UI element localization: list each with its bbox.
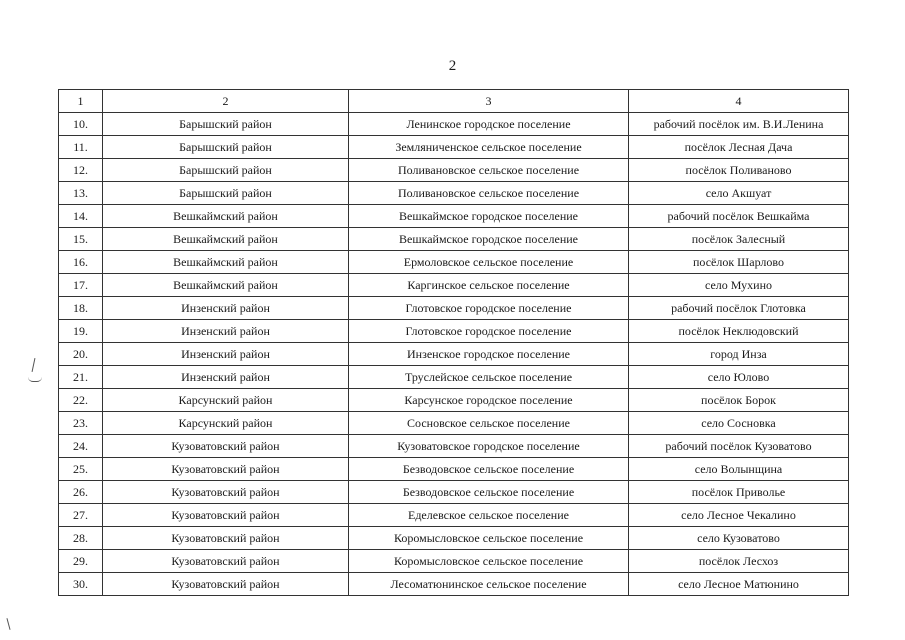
locality-cell: посёлок Борок [629,389,849,412]
locality-cell: посёлок Неклюдовский [629,320,849,343]
locality-cell: город Инза [629,343,849,366]
table-row [59,251,849,274]
row-number-cell: 22. [59,389,103,412]
settlement-cell: Вешкаймское городское поселение [349,228,629,251]
locality-cell: рабочий посёлок Глотовка [629,297,849,320]
settlement-cell: Поливановское сельское поселение [349,182,629,205]
page-number: 2 [448,58,457,74]
district-cell: Инзенский район [103,297,349,320]
district-cell: Вешкаймский район [103,205,349,228]
column-header-4: 4 [629,90,849,113]
settlement-cell: Поливановское сельское поселение [349,159,629,182]
settlement-cell: Карсунское городское поселение [349,389,629,412]
table-row [59,136,849,159]
settlement-cell: Земляниченское сельское поселение [349,136,629,159]
district-cell: Вешкаймский район [103,274,349,297]
table-row [59,113,849,136]
district-cell: Кузоватовский район [103,458,349,481]
row-number-cell: 29. [59,550,103,573]
settlement-cell: Лесоматюнинское сельское поселение [349,573,629,596]
table-row [59,550,849,573]
table-row [59,389,849,412]
row-number-cell: 10. [59,113,103,136]
settlement-cell: Инзенское городское поселение [349,343,629,366]
table-row [59,435,849,458]
district-cell: Инзенский район [103,366,349,389]
district-cell: Кузоватовский район [103,504,349,527]
settlement-cell: Безводовское сельское поселение [349,481,629,504]
locality-cell: рабочий посёлок Вешкайма [629,205,849,228]
row-number-cell: 25. [59,458,103,481]
locality-cell: посёлок Лесная Дача [629,136,849,159]
table-row [59,366,849,389]
table-row [59,297,849,320]
table-row [59,573,849,596]
locality-cell: посёлок Шарлово [629,251,849,274]
settlement-cell: Вешкаймское городское поселение [349,205,629,228]
settlement-cell: Безводовское сельское поселение [349,458,629,481]
row-number-cell: 13. [59,182,103,205]
settlement-cell: Еделевское сельское поселение [349,504,629,527]
settlement-cell: Сосновское сельское поселение [349,412,629,435]
row-number-cell: 28. [59,527,103,550]
margin-pen-mark [28,377,42,382]
table-row [59,159,849,182]
district-cell: Инзенский район [103,320,349,343]
district-cell: Карсунский район [103,412,349,435]
table-row [59,274,849,297]
settlement-cell: Ленинское городское поселение [349,113,629,136]
district-cell: Барышский район [103,136,349,159]
row-number-cell: 15. [59,228,103,251]
row-number-cell: 20. [59,343,103,366]
district-cell: Кузоватовский район [103,550,349,573]
district-cell: Барышский район [103,113,349,136]
district-cell: Барышский район [103,182,349,205]
row-number-cell: 14. [59,205,103,228]
row-number-cell: 26. [59,481,103,504]
table-row [59,320,849,343]
row-number-cell: 30. [59,573,103,596]
row-number-cell: 24. [59,435,103,458]
row-number-cell: 18. [59,297,103,320]
settlement-cell: Ермоловское сельское поселение [349,251,629,274]
row-number-cell: 27. [59,504,103,527]
row-number-cell: 17. [59,274,103,297]
column-header-2: 2 [103,90,349,113]
table-row [59,205,849,228]
settlements-table [58,89,849,596]
row-number-cell: 19. [59,320,103,343]
row-number-cell: 12. [59,159,103,182]
margin-pen-mark [32,358,36,372]
district-cell: Кузоватовский район [103,527,349,550]
locality-cell: посёлок Лесхоз [629,550,849,573]
column-header-1: 1 [59,90,103,113]
column-header-3: 3 [349,90,629,113]
row-number-cell: 16. [59,251,103,274]
locality-cell: рабочий посёлок им. В.И.Ленина [629,113,849,136]
district-cell: Инзенский район [103,343,349,366]
locality-cell: село Юлово [629,366,849,389]
table-row [59,458,849,481]
locality-cell: село Лесное Чекалино [629,504,849,527]
district-cell: Вешкаймский район [103,228,349,251]
settlement-cell: Глотовское городское поселение [349,320,629,343]
margin-pen-mark [6,618,10,630]
district-cell: Вешкаймский район [103,251,349,274]
locality-cell: село Акшуат [629,182,849,205]
locality-cell: село Мухино [629,274,849,297]
table-body [59,113,849,596]
settlement-cell: Кузоватовское городское поселение [349,435,629,458]
locality-cell: село Кузоватово [629,527,849,550]
table-row [59,504,849,527]
locality-cell: посёлок Поливаново [629,159,849,182]
locality-cell: село Лесное Матюнино [629,573,849,596]
settlement-cell: Глотовское городское поселение [349,297,629,320]
settlement-cell: Труслейское сельское поселение [349,366,629,389]
table-row [59,412,849,435]
district-cell: Кузоватовский район [103,573,349,596]
locality-cell: рабочий посёлок Кузоватово [629,435,849,458]
district-cell: Карсунский район [103,389,349,412]
district-cell: Барышский район [103,159,349,182]
table-row [59,527,849,550]
row-number-cell: 11. [59,136,103,159]
table-row [59,228,849,251]
row-number-cell: 21. [59,366,103,389]
locality-cell: посёлок Приволье [629,481,849,504]
settlement-cell: Коромысловское сельское поселение [349,527,629,550]
settlement-cell: Коромысловское сельское поселение [349,550,629,573]
table-row [59,343,849,366]
district-cell: Кузоватовский район [103,481,349,504]
row-number-cell: 23. [59,412,103,435]
locality-cell: село Сосновка [629,412,849,435]
settlement-cell: Каргинское сельское поселение [349,274,629,297]
locality-cell: село Волынщина [629,458,849,481]
table-row [59,182,849,205]
table-row [59,481,849,504]
table-header-row [59,90,849,113]
district-cell: Кузоватовский район [103,435,349,458]
locality-cell: посёлок Залесный [629,228,849,251]
